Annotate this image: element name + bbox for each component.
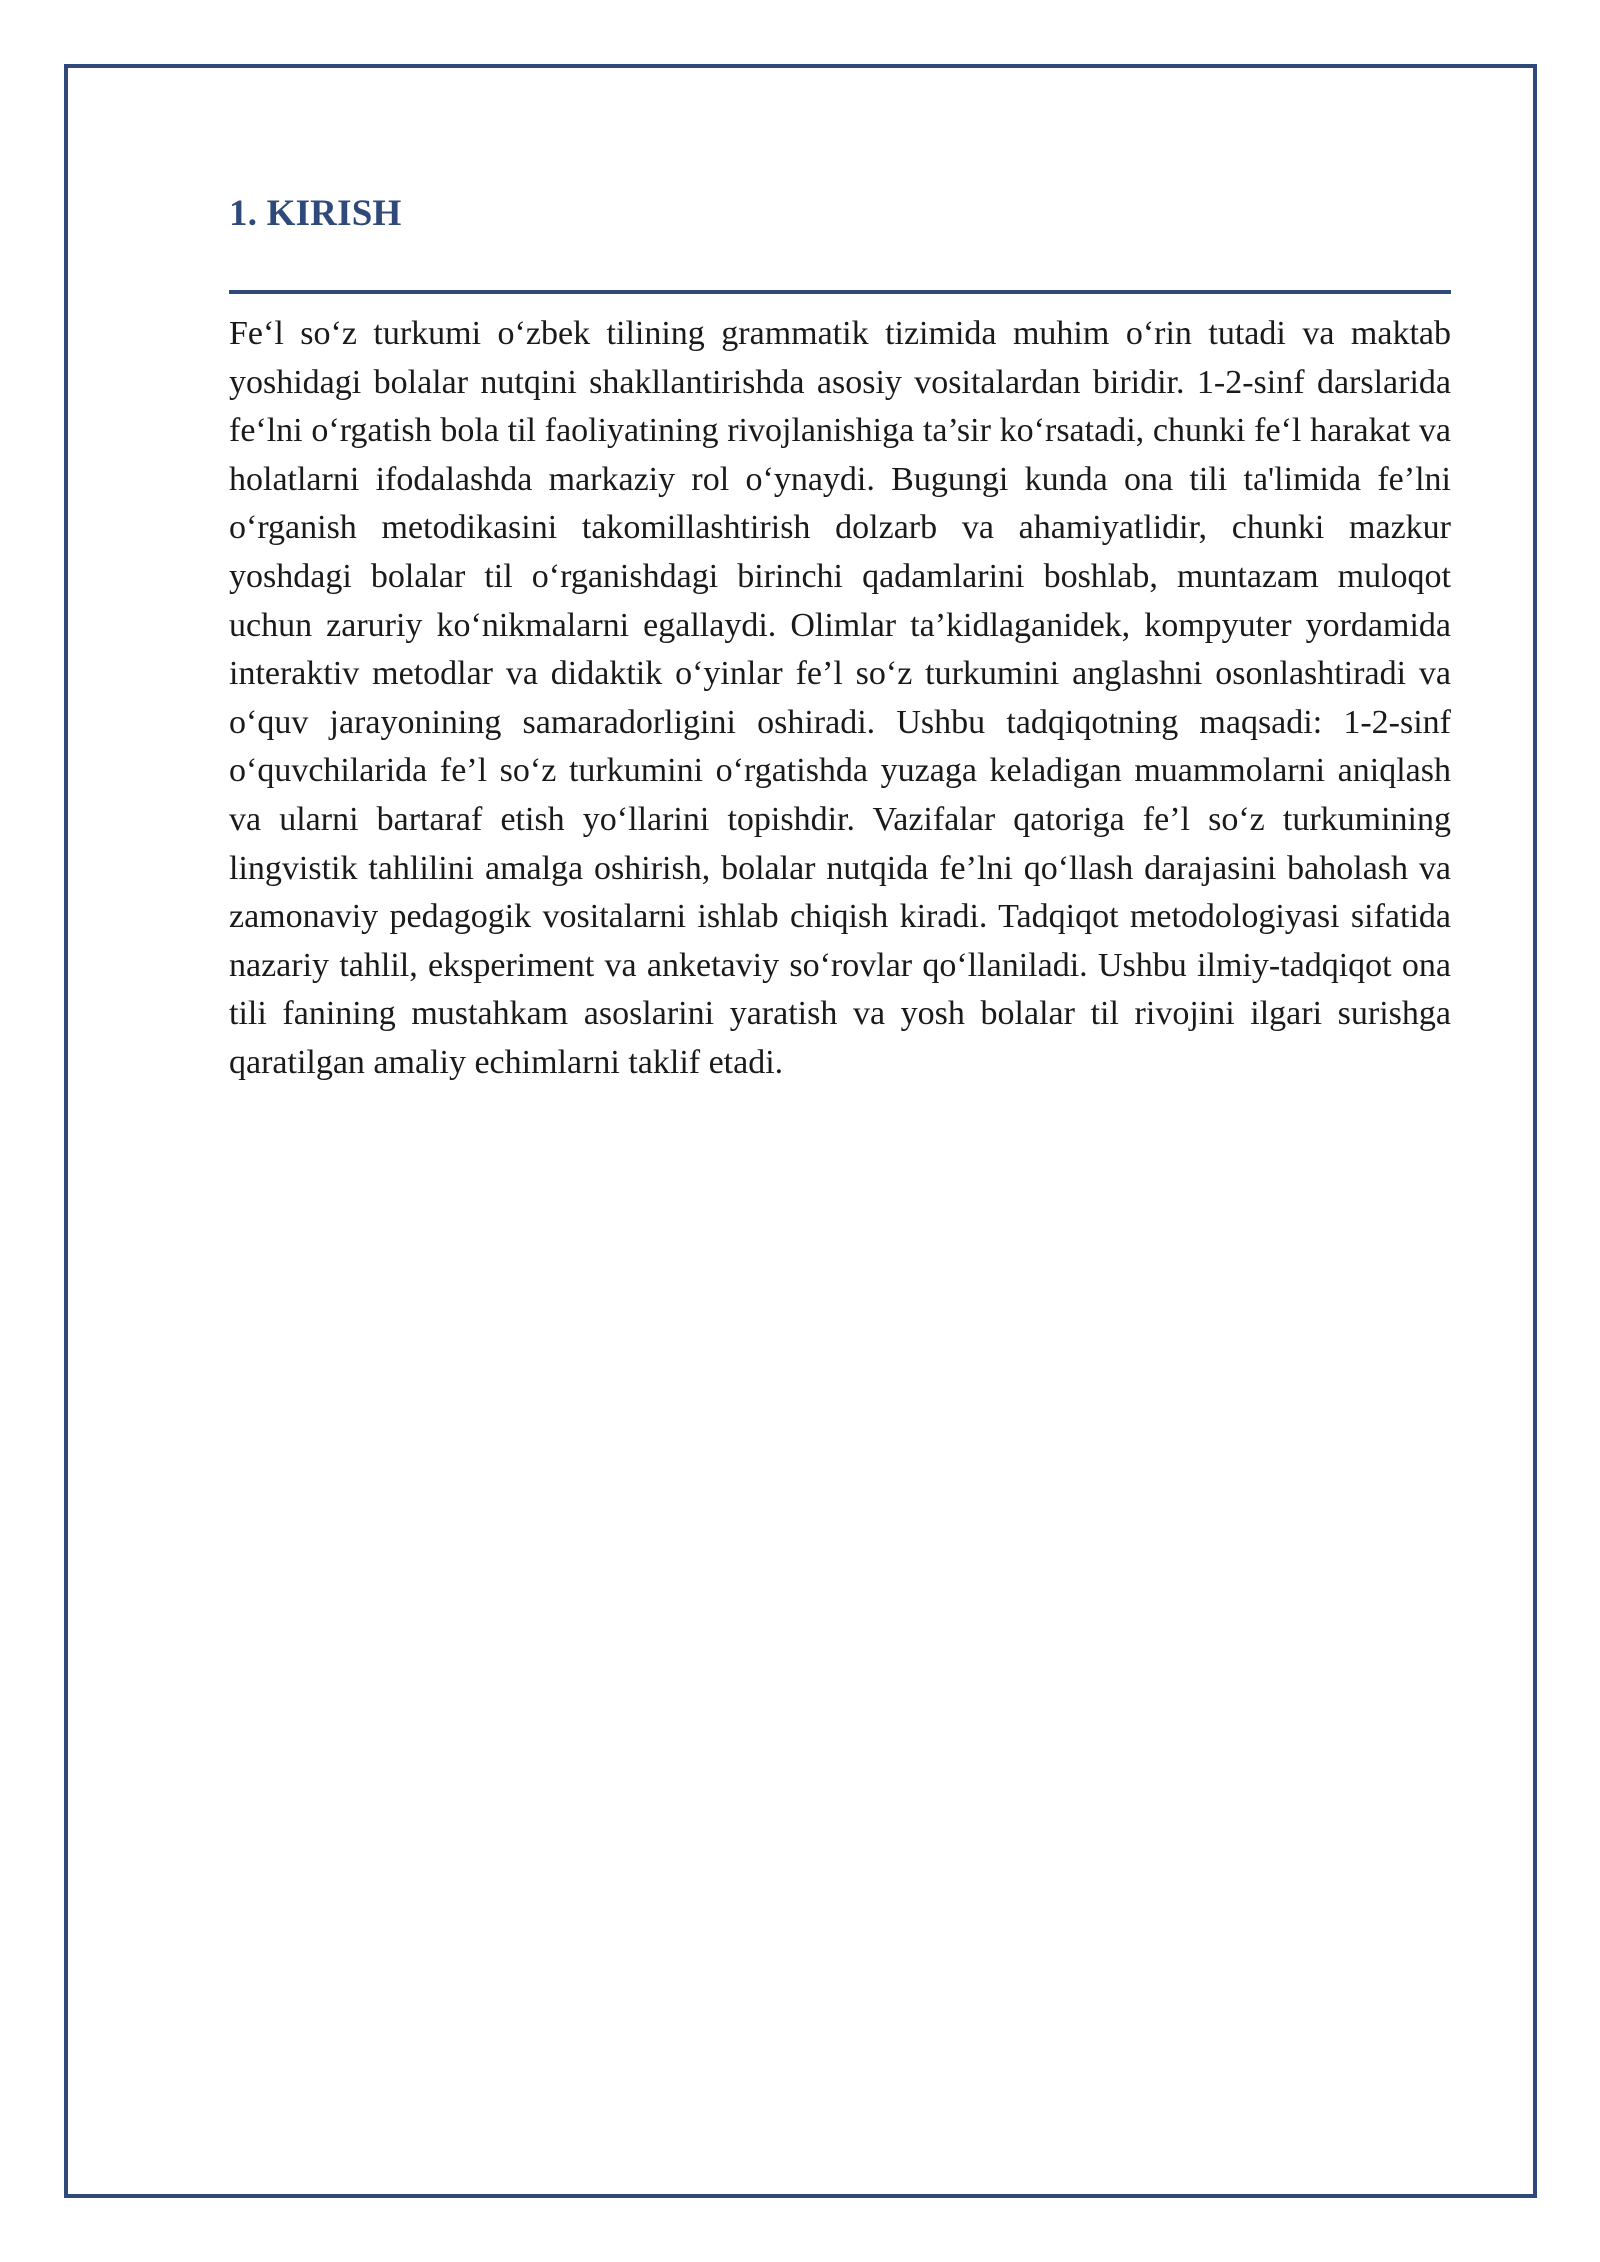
body-paragraph: Fe‘l so‘z turkumi o‘zbek tilining grammatik tizimida muhim o‘rin tutadi va maktab yoshidagi bolalar nutqini shakllantirishda asosiy vositalardan biridir. 1-2-sinf darslarida fe‘lni o‘rgatish bola til faoliyatining rivojlanishiga ta’sir ko‘rsatadi, chunki fe‘l harakat va holatlarni ifodalashda markaziy rol o‘ynaydi. Bugungi kunda ona tili ta'limida fe’lni o‘rganish metodikasini takomillashtirish dolzarb va ahamiyatlidir, chunki mazkur yoshdagi bolalar til o‘rganishdagi birinchi qadamlarini boshlab, muntazam muloqot uchun zaruriy ko‘nikmalarni egallaydi. Olimlar ta’kidlaganidek, kompyuter yordamida interaktiv metodlar va didaktik o‘yinlar fe’l so‘z turkumini anglashni osonlashtiradi va o‘quv jarayonining samaradorligini oshiradi. Ushbu tadqiqotning maqsadi: 1-2-sinf o‘quvchilarida fe’l so‘z turkumini o‘rgatishda yuzaga keladigan muammolarni aniqlash va ularni bartaraf etish yo‘llarini topishdir. Vazifalar qatoriga fe’l so‘z turkumining lingvistik tahlilini amalga oshirish, bolalar nutqida fe’lni qo‘llash darajasini baholash va zamonaviy pedagogik vositalarni ishlab chiqish kiradi. Tadqiqot metodologiyasi sifatida nazariy tahlil, eksperiment va anketaviy so‘rovlar qo‘llaniladi. Ushbu ilmiy-tadqiqot ona tili fanining mustahkam asoslarini yaratish va yosh bolalar til rivojini ilgari surishga qaratilgan amaliy echimlarni taklif etadi. <box>229 315 1451 1081</box>
section-heading: 1. KIRISH <box>229 193 402 234</box>
page-content <box>229 190 1451 1088</box>
heading-divider <box>229 290 1451 294</box>
